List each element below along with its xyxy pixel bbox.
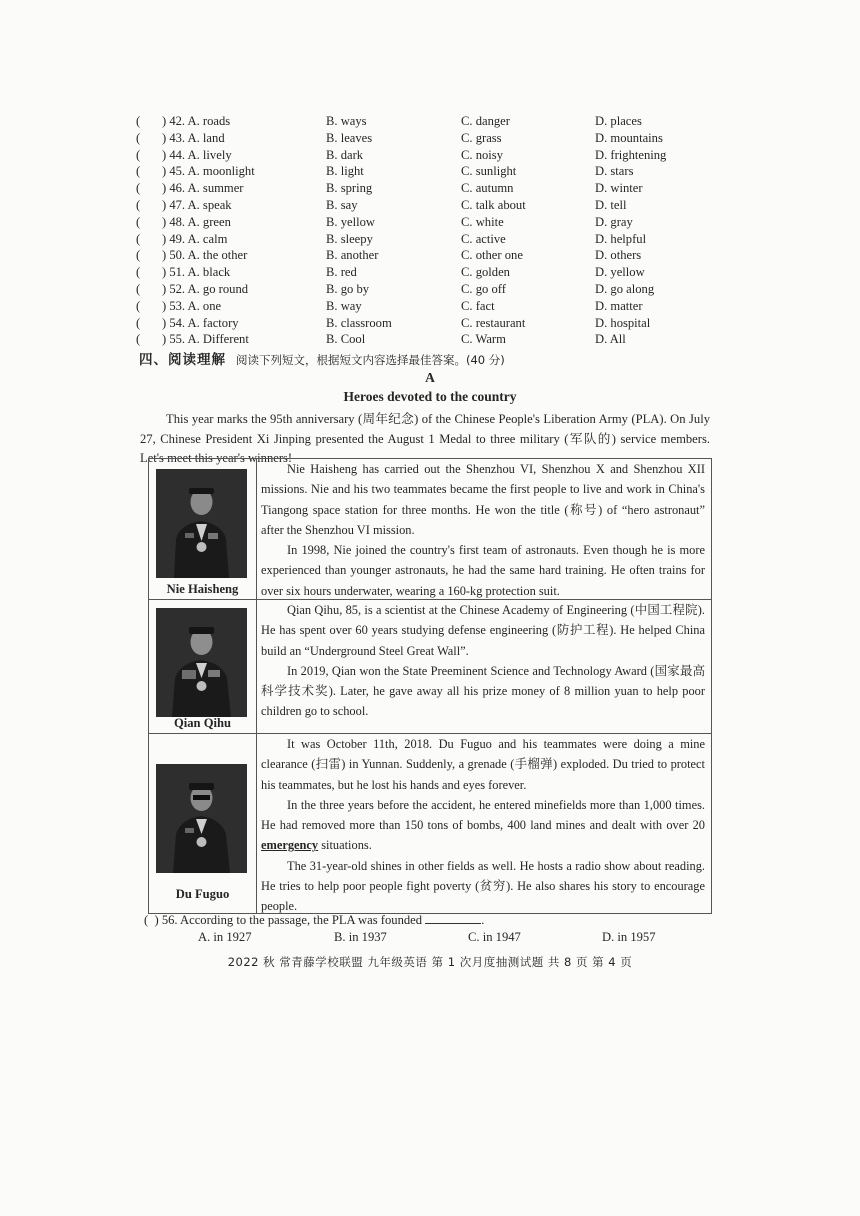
option-a: ) 42. A. roads (162, 114, 231, 128)
hero-portrait-photo (156, 608, 247, 717)
option-d: D. go along (595, 281, 655, 296)
q56-option-d: D. in 1957 (602, 930, 656, 944)
option-d: D. hospital (595, 315, 651, 330)
option-b: B. another (326, 248, 379, 263)
option-b: B. leaves (326, 130, 373, 145)
option-d: D. gray (595, 214, 633, 229)
option-b: B. sleepy (326, 231, 373, 246)
option-b: B. red (326, 265, 357, 280)
hero-paragraph: Qian Qihu, 85, is a scientist at the Chinese Academy of Engineering (中国工程院). He has spent over 60 years studying defense engineering (防护工程). He helped China build an “Underground Steel Great Wall”. (261, 603, 705, 658)
mc-row (136, 231, 696, 248)
passage-letter: A (425, 370, 435, 385)
answer-blank[interactable] (425, 913, 481, 924)
mc-row (136, 197, 696, 214)
option-c: C. sunlight (461, 164, 517, 179)
hero-portrait-photo (156, 469, 247, 578)
answer-paren: ( (136, 164, 141, 179)
answer-paren: ( (136, 332, 141, 347)
section-description: 阅读下列短文，根据短文内容选择最佳答案。(40 分) (236, 353, 505, 367)
option-c: C. noisy (461, 147, 503, 162)
hero-photo-cell (149, 600, 257, 733)
mc-row (136, 130, 696, 147)
hero-name: Qian Qihu (173, 716, 232, 730)
answer-paren: ( (136, 265, 141, 280)
hero-portrait-photo (156, 764, 247, 873)
option-c: C. other one (461, 248, 523, 263)
option-d: D. others (595, 248, 642, 263)
mc-row (136, 281, 696, 298)
option-a: ) 52. A. go round (162, 281, 249, 296)
option-c: C. go off (461, 281, 506, 296)
option-c: C. restaurant (461, 315, 526, 330)
hero-paragraph-tail: situations. (318, 838, 372, 853)
answer-paren: ( (136, 231, 141, 246)
answer-paren: ( (144, 913, 149, 927)
mc-row (136, 214, 696, 231)
option-a: ) 48. A. green (162, 214, 231, 229)
q56-option-c: C. in 1947 (468, 930, 521, 944)
hero-text-cell (257, 600, 711, 722)
mc-row (136, 163, 696, 180)
option-d: D. matter (595, 298, 643, 313)
option-c: C. fact (461, 298, 495, 313)
option-a: ) 50. A. the other (162, 248, 248, 263)
q56-option-a: A. in 1927 (198, 930, 252, 944)
mc-row (136, 264, 696, 281)
underlined-word: emergency (261, 838, 319, 853)
option-c: C. Warm (461, 332, 506, 347)
hero-text-cell (257, 734, 711, 917)
hero-row (149, 734, 711, 913)
mc-row (136, 180, 696, 197)
option-c: C. white (461, 214, 504, 229)
mc-row (136, 331, 696, 348)
question-56 (144, 913, 484, 928)
section-title: 四、阅读理解 (139, 352, 226, 368)
answer-paren: ( (136, 248, 141, 263)
question-stem: ) 56. According to the passage, the PLA was founded (154, 913, 423, 927)
page-footer: 2022 秋 常青藤学校联盟 九年级英语 第 1 次月度抽测试题 共 8 页 第 4 页 (227, 955, 633, 969)
option-d: D. winter (595, 181, 643, 196)
option-d: D. mountains (595, 130, 663, 145)
option-a: ) 46. A. summer (162, 181, 244, 196)
hero-name: Nie Haisheng (166, 582, 239, 596)
hero-photo-cell (149, 459, 257, 599)
heroes-table (148, 458, 712, 914)
answer-paren: ( (136, 181, 141, 196)
answer-paren: ( (136, 214, 141, 229)
option-a: ) 54. A. factory (162, 315, 239, 330)
option-c: C. golden (461, 265, 510, 280)
option-d: D. places (595, 114, 642, 128)
option-d: D. stars (595, 164, 634, 179)
option-b: B. yellow (326, 214, 375, 229)
option-d: D. frightening (595, 147, 667, 162)
hero-row (149, 459, 711, 600)
option-a: ) 43. A. land (162, 130, 225, 145)
question-end: . (481, 913, 485, 927)
option-d: D. All (595, 332, 626, 347)
answer-paren: ( (136, 147, 141, 162)
option-c: C. grass (461, 130, 502, 145)
option-c: C. active (461, 231, 506, 246)
mc-row (136, 147, 696, 164)
option-b: B. Cool (326, 332, 366, 347)
option-a: ) 47. A. speak (162, 197, 232, 212)
answer-paren: ( (136, 197, 141, 212)
option-d: D. helpful (595, 231, 647, 246)
mc-row (136, 315, 696, 332)
intro-paragraph: This year marks the 95th anniversary (周年纪念) of the Chinese People's Liberation Army (PLA). On July 27, Chinese President Xi Jinping presented the August 1 Medal to three military (军队的) service members. Let's meet this year's winners! (140, 412, 710, 465)
option-d: D. yellow (595, 265, 645, 280)
option-b: B. way (326, 298, 362, 313)
answer-paren: ( (136, 315, 141, 330)
section-heading (139, 348, 505, 368)
answer-paren: ( (136, 114, 141, 128)
hero-paragraph: In 1998, Nie joined the country's first team of astronauts. Even though he is more experienced than younger astronauts, he had the same hard training. He often trains for over six hours underwater, wearing a 160-kg protection suit. (261, 543, 705, 598)
option-d: D. tell (595, 197, 627, 212)
hero-text-cell (257, 459, 711, 601)
answer-paren: ( (136, 298, 141, 313)
hero-paragraph: The 31-year-old shines in other fields as well. He hosts a radio show about reading. He tries to help poor people fight poverty (贫穷). He also shares his story to encourage people. (261, 858, 705, 914)
option-b: B. ways (326, 114, 367, 128)
passage-title: Heroes devoted to the country (343, 389, 517, 404)
option-c: C. talk about (461, 197, 526, 212)
option-b: B. light (326, 164, 364, 179)
hero-paragraph: It was October 11th, 2018. Du Fuguo and his teammates were doing a mine clearance (扫雷) in Yunnan. Suddenly, a grenade (手榴弹) exploded. Du tried to protect his teammates, but he lost his hands and eyes forever. (261, 737, 705, 792)
answer-paren: ( (136, 130, 141, 145)
hero-row (149, 600, 711, 734)
option-a: ) 49. A. calm (162, 231, 228, 246)
hero-paragraph (261, 795, 705, 856)
option-a: ) 51. A. black (162, 265, 231, 280)
option-c: C. autumn (461, 181, 514, 196)
option-b: B. spring (326, 181, 373, 196)
hero-paragraph: In 2019, Qian won the State Preeminent Science and Technology Award (国家最高科学技术奖). Later, he gave away all his prize money of 8 million yuan to help poor children go to school. (261, 663, 705, 719)
mc-row (136, 247, 696, 264)
option-b: B. classroom (326, 315, 392, 330)
option-a: ) 45. A. moonlight (162, 164, 255, 179)
mc-row (136, 113, 696, 130)
option-b: B. go by (326, 281, 370, 296)
option-b: B. dark (326, 147, 364, 162)
option-a: ) 53. A. one (162, 298, 222, 313)
mc-row (136, 298, 696, 315)
option-b: B. say (326, 197, 358, 212)
hero-paragraph-text: In the three years before the accident, he entered minefields more than 1,000 times. He had removed more than 150 tons of bombs, 400 land mines and dealt with over 20 (261, 797, 705, 833)
hero-photo-cell (149, 734, 257, 913)
answer-paren: ( (136, 281, 141, 296)
option-a: ) 44. A. lively (162, 147, 232, 162)
hero-paragraph: Nie Haisheng has carried out the Shenzhou VI, Shenzhou X and Shenzhou XII missions. Nie and his two teammates became the first people to live and work in China's Tiangong space station for three months. He won the title (称号) of “hero astronaut” after the Shenzhou VI mission. (261, 462, 705, 537)
multiple-choice-list (136, 113, 696, 348)
q56-option-b: B. in 1937 (334, 930, 387, 944)
option-a: ) 55. A. Different (162, 332, 249, 347)
hero-name: Du Fuguo (175, 887, 230, 901)
option-c: C. danger (461, 114, 510, 128)
